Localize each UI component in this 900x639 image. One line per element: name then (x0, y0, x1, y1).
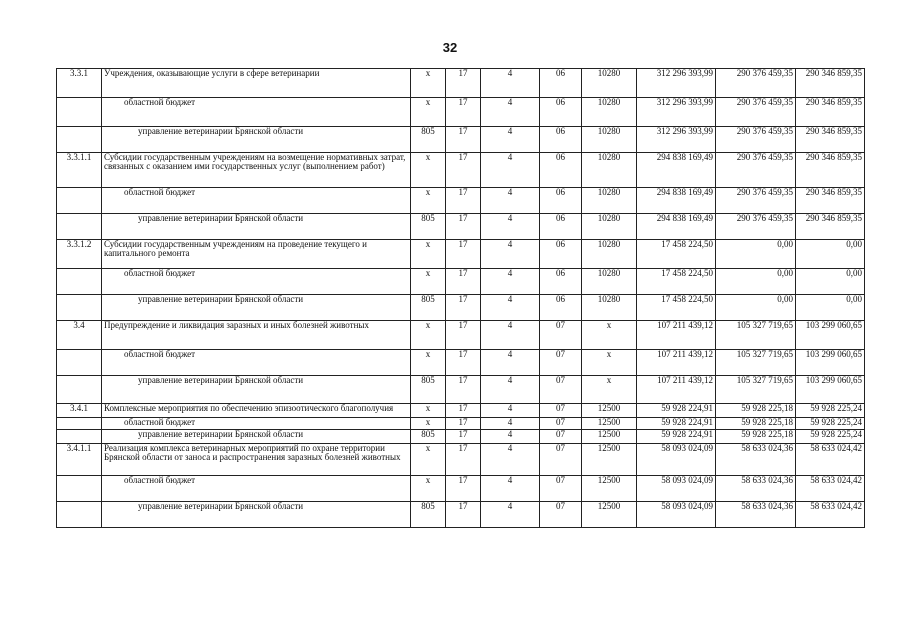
row-description: Субсидии государственным учреждениям на проведение текущего и капитального ремонта (102, 240, 411, 269)
cell-admin-code: x (411, 321, 446, 350)
cell-amount-year2: 59 928 225,18 (716, 418, 796, 430)
cell-amount-year2: 290 376 459,35 (716, 214, 796, 240)
cell-amount-year1: 312 296 393,99 (637, 127, 716, 153)
cell-amount-year2: 290 376 459,35 (716, 127, 796, 153)
cell-direction-code: 12500 (582, 444, 637, 476)
cell-amount-year2: 0,00 (716, 295, 796, 321)
cell-event-code: 07 (540, 350, 582, 376)
table-row (57, 502, 865, 528)
cell-admin-code: 805 (411, 127, 446, 153)
cell-subprogram-code: 4 (481, 321, 540, 350)
cell-subprogram-code: 4 (481, 476, 540, 502)
cell-event-code: 07 (540, 404, 582, 418)
cell-direction-code: 10280 (582, 214, 637, 240)
row-number (57, 350, 102, 376)
cell-admin-code: x (411, 476, 446, 502)
table-row (57, 430, 865, 444)
cell-amount-year2: 290 376 459,35 (716, 98, 796, 127)
cell-event-code: 06 (540, 153, 582, 188)
cell-admin-code: x (411, 98, 446, 127)
cell-amount-year3: 59 928 225,24 (796, 430, 865, 444)
cell-program-code: 17 (446, 69, 481, 98)
cell-program-code: 17 (446, 418, 481, 430)
cell-subprogram-code: 4 (481, 376, 540, 404)
table-row (57, 444, 865, 476)
cell-amount-year1: 107 211 439,12 (637, 350, 716, 376)
cell-amount-year1: 17 458 224,50 (637, 269, 716, 295)
table-row (57, 214, 865, 240)
cell-program-code: 17 (446, 127, 481, 153)
table-row (57, 269, 865, 295)
cell-event-code: 07 (540, 444, 582, 476)
cell-admin-code: 805 (411, 295, 446, 321)
table-row (57, 321, 865, 350)
cell-admin-code: x (411, 188, 446, 214)
cell-subprogram-code: 4 (481, 350, 540, 376)
cell-program-code: 17 (446, 502, 481, 528)
row-description: Учреждения, оказывающие услуги в сфере ветеринарии (102, 69, 411, 98)
cell-event-code: 07 (540, 376, 582, 404)
cell-admin-code: x (411, 350, 446, 376)
cell-subprogram-code: 4 (481, 430, 540, 444)
cell-program-code: 17 (446, 444, 481, 476)
cell-admin-code: x (411, 153, 446, 188)
cell-amount-year1: 294 838 169,49 (637, 153, 716, 188)
cell-subprogram-code: 4 (481, 444, 540, 476)
table-row (57, 69, 865, 98)
cell-event-code: 06 (540, 214, 582, 240)
cell-program-code: 17 (446, 430, 481, 444)
row-description: областной бюджет (102, 269, 411, 295)
row-description: управление ветеринарии Брянской области (102, 376, 411, 404)
row-number (57, 214, 102, 240)
cell-amount-year1: 294 838 169,49 (637, 188, 716, 214)
row-description: Реализация комплекса ветеринарных мероприятий по охране территории Брянской области от заноса и распространения заразных болезней животных (102, 444, 411, 476)
cell-amount-year2: 58 633 024,36 (716, 444, 796, 476)
row-number (57, 502, 102, 528)
row-description: областной бюджет (102, 418, 411, 430)
cell-amount-year2: 59 928 225,18 (716, 430, 796, 444)
row-number (57, 418, 102, 430)
table-row (57, 240, 865, 269)
cell-direction-code: 10280 (582, 295, 637, 321)
row-number (57, 295, 102, 321)
page-number: 32 (442, 40, 458, 55)
cell-program-code: 17 (446, 376, 481, 404)
cell-amount-year3: 0,00 (796, 269, 865, 295)
cell-amount-year3: 59 928 225,24 (796, 418, 865, 430)
cell-amount-year1: 107 211 439,12 (637, 321, 716, 350)
row-number: 3.4 (57, 321, 102, 350)
cell-subprogram-code: 4 (481, 295, 540, 321)
row-number (57, 476, 102, 502)
cell-program-code: 17 (446, 295, 481, 321)
table-row (57, 127, 865, 153)
cell-direction-code: x (582, 321, 637, 350)
cell-event-code: 06 (540, 269, 582, 295)
table-row (57, 376, 865, 404)
cell-program-code: 17 (446, 98, 481, 127)
cell-direction-code: 12500 (582, 404, 637, 418)
cell-admin-code: x (411, 418, 446, 430)
cell-direction-code: 10280 (582, 188, 637, 214)
cell-subprogram-code: 4 (481, 269, 540, 295)
cell-amount-year2: 105 327 719,65 (716, 376, 796, 404)
cell-event-code: 06 (540, 188, 582, 214)
cell-amount-year3: 103 299 060,65 (796, 321, 865, 350)
budget-table (56, 68, 865, 528)
cell-program-code: 17 (446, 269, 481, 295)
cell-program-code: 17 (446, 214, 481, 240)
row-description: Субсидии государственным учреждениям на возмещение нормативных затрат, связанных с оказанием ими государственных услуг (выполнением работ) (102, 153, 411, 188)
cell-admin-code: x (411, 69, 446, 98)
cell-admin-code: x (411, 269, 446, 295)
cell-amount-year2: 58 633 024,36 (716, 502, 796, 528)
row-description: управление ветеринарии Брянской области (102, 295, 411, 321)
row-description: областной бюджет (102, 188, 411, 214)
table-row (57, 404, 865, 418)
cell-program-code: 17 (446, 240, 481, 269)
cell-subprogram-code: 4 (481, 418, 540, 430)
cell-program-code: 17 (446, 153, 481, 188)
cell-program-code: 17 (446, 476, 481, 502)
row-number: 3.3.1 (57, 69, 102, 98)
cell-amount-year1: 59 928 224,91 (637, 418, 716, 430)
cell-direction-code: 10280 (582, 69, 637, 98)
cell-program-code: 17 (446, 404, 481, 418)
cell-program-code: 17 (446, 321, 481, 350)
cell-direction-code: 12500 (582, 430, 637, 444)
row-number (57, 188, 102, 214)
table-row (57, 295, 865, 321)
table-row (57, 153, 865, 188)
cell-amount-year3: 58 633 024,42 (796, 444, 865, 476)
row-number: 3.4.1 (57, 404, 102, 418)
cell-amount-year1: 312 296 393,99 (637, 98, 716, 127)
cell-admin-code: x (411, 404, 446, 418)
cell-event-code: 06 (540, 98, 582, 127)
cell-direction-code: 10280 (582, 240, 637, 269)
cell-event-code: 07 (540, 502, 582, 528)
cell-subprogram-code: 4 (481, 127, 540, 153)
cell-program-code: 17 (446, 350, 481, 376)
cell-amount-year1: 294 838 169,49 (637, 214, 716, 240)
cell-admin-code: 805 (411, 502, 446, 528)
cell-program-code: 17 (446, 188, 481, 214)
cell-event-code: 07 (540, 321, 582, 350)
row-number (57, 430, 102, 444)
cell-subprogram-code: 4 (481, 502, 540, 528)
row-number (57, 127, 102, 153)
cell-amount-year1: 17 458 224,50 (637, 240, 716, 269)
cell-admin-code: 805 (411, 430, 446, 444)
row-description: управление ветеринарии Брянской области (102, 502, 411, 528)
row-description: Предупреждение и ликвидация заразных и иных болезней животных (102, 321, 411, 350)
cell-subprogram-code: 4 (481, 153, 540, 188)
cell-amount-year2: 105 327 719,65 (716, 350, 796, 376)
cell-amount-year3: 0,00 (796, 295, 865, 321)
cell-subprogram-code: 4 (481, 404, 540, 418)
cell-amount-year1: 59 928 224,91 (637, 404, 716, 418)
cell-event-code: 07 (540, 430, 582, 444)
row-description: областной бюджет (102, 476, 411, 502)
cell-subprogram-code: 4 (481, 240, 540, 269)
cell-amount-year2: 0,00 (716, 240, 796, 269)
row-number: 3.4.1.1 (57, 444, 102, 476)
cell-amount-year2: 59 928 225,18 (716, 404, 796, 418)
cell-event-code: 06 (540, 240, 582, 269)
cell-subprogram-code: 4 (481, 69, 540, 98)
cell-event-code: 06 (540, 127, 582, 153)
cell-amount-year3: 290 346 859,35 (796, 69, 865, 98)
cell-amount-year1: 107 211 439,12 (637, 376, 716, 404)
cell-amount-year3: 290 346 859,35 (796, 214, 865, 240)
cell-subprogram-code: 4 (481, 98, 540, 127)
cell-amount-year2: 290 376 459,35 (716, 188, 796, 214)
cell-amount-year1: 59 928 224,91 (637, 430, 716, 444)
row-description: управление ветеринарии Брянской области (102, 214, 411, 240)
cell-admin-code: 805 (411, 376, 446, 404)
cell-direction-code: 12500 (582, 418, 637, 430)
cell-direction-code: 10280 (582, 153, 637, 188)
cell-amount-year1: 312 296 393,99 (637, 69, 716, 98)
cell-amount-year3: 103 299 060,65 (796, 376, 865, 404)
row-number (57, 376, 102, 404)
cell-subprogram-code: 4 (481, 214, 540, 240)
cell-direction-code: x (582, 376, 637, 404)
cell-event-code: 07 (540, 476, 582, 502)
cell-direction-code: 10280 (582, 269, 637, 295)
cell-amount-year3: 58 633 024,42 (796, 502, 865, 528)
row-description: управление ветеринарии Брянской области (102, 127, 411, 153)
cell-event-code: 06 (540, 69, 582, 98)
cell-direction-code: 10280 (582, 98, 637, 127)
cell-admin-code: x (411, 444, 446, 476)
cell-direction-code: 12500 (582, 476, 637, 502)
row-number: 3.3.1.1 (57, 153, 102, 188)
cell-amount-year3: 290 346 859,35 (796, 153, 865, 188)
row-number (57, 269, 102, 295)
cell-amount-year1: 17 458 224,50 (637, 295, 716, 321)
table-row (57, 418, 865, 430)
cell-subprogram-code: 4 (481, 188, 540, 214)
cell-amount-year2: 58 633 024,36 (716, 476, 796, 502)
cell-amount-year3: 103 299 060,65 (796, 350, 865, 376)
table-row (57, 188, 865, 214)
cell-amount-year2: 0,00 (716, 269, 796, 295)
table-row (57, 98, 865, 127)
row-description: областной бюджет (102, 98, 411, 127)
row-description: управление ветеринарии Брянской области (102, 430, 411, 444)
row-number: 3.3.1.2 (57, 240, 102, 269)
cell-amount-year2: 105 327 719,65 (716, 321, 796, 350)
row-number (57, 98, 102, 127)
cell-event-code: 06 (540, 295, 582, 321)
cell-amount-year2: 290 376 459,35 (716, 69, 796, 98)
cell-amount-year1: 58 093 024,09 (637, 502, 716, 528)
cell-amount-year3: 0,00 (796, 240, 865, 269)
cell-event-code: 07 (540, 418, 582, 430)
row-description: Комплексные мероприятия по обеспечению эпизоотического благополучия (102, 404, 411, 418)
cell-amount-year1: 58 093 024,09 (637, 476, 716, 502)
cell-amount-year1: 58 093 024,09 (637, 444, 716, 476)
table-row (57, 476, 865, 502)
cell-amount-year3: 290 346 859,35 (796, 98, 865, 127)
row-description: областной бюджет (102, 350, 411, 376)
cell-amount-year3: 58 633 024,42 (796, 476, 865, 502)
cell-direction-code: 12500 (582, 502, 637, 528)
cell-amount-year3: 290 346 859,35 (796, 127, 865, 153)
cell-admin-code: 805 (411, 214, 446, 240)
cell-amount-year3: 59 928 225,24 (796, 404, 865, 418)
cell-admin-code: x (411, 240, 446, 269)
cell-direction-code: x (582, 350, 637, 376)
table-row (57, 350, 865, 376)
cell-amount-year3: 290 346 859,35 (796, 188, 865, 214)
cell-amount-year2: 290 376 459,35 (716, 153, 796, 188)
cell-direction-code: 10280 (582, 127, 637, 153)
